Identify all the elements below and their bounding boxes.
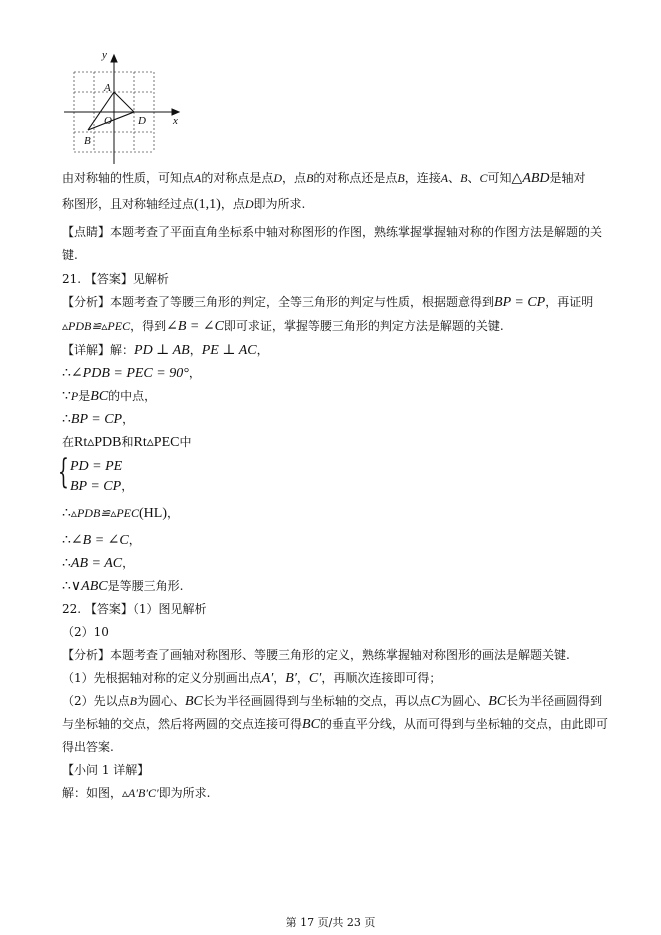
text-line-3: 【点睛】本题考查了平面直角坐标系中轴对称图形的作图，熟练掌握掌握轴对称的作图方法是解题的关: [62, 225, 603, 239]
text-segment: 、: [448, 171, 461, 185]
text-segment: 为圆心、: [440, 694, 489, 708]
math-rt-pdb: Rt▵PDB: [74, 435, 122, 450]
text-segment: ，: [121, 479, 134, 493]
text-segment: （2）先以点: [62, 694, 130, 708]
math-bp-cp: BP = CP: [70, 412, 123, 427]
math-triangle-prime: ▵A′B′C′: [122, 786, 159, 800]
sub-question-1-heading: 【小问 1 详解】: [62, 763, 150, 777]
text-segment: 的中点，: [108, 389, 157, 403]
point-b-label: B: [84, 135, 91, 147]
math-bc: BC: [185, 694, 203, 709]
text-segment: 和: [121, 435, 134, 449]
math-abc: ∨ABC: [70, 579, 108, 594]
text-line-24: [62, 716, 608, 733]
text-segment: 的垂直平分线，从而可得到与坐标轴的交点，由此即可: [319, 717, 608, 731]
text-segment: 即可求证，掌握等腰三角形的判定方法是解题的关键.: [223, 319, 504, 333]
therefore-symbol: ∴: [62, 412, 71, 427]
text-line-22: [62, 670, 441, 687]
math-pd-pe: PD = PE: [70, 459, 123, 474]
text-line-2: [62, 196, 305, 213]
point-d-label: D: [138, 115, 146, 127]
math-abd: ABD: [522, 171, 550, 186]
math-b: B: [306, 171, 314, 185]
math-d: D: [244, 197, 254, 211]
page-footer: 第 17 页/共 23 页: [285, 916, 376, 929]
because-symbol: ∵: [62, 389, 71, 404]
math-d: D: [273, 171, 283, 185]
math-b: B: [129, 694, 137, 708]
text-segment: 称图形，且对称轴经过点: [62, 197, 195, 211]
math-congruence: ▵PDB≌▵PEC: [62, 319, 131, 333]
text-segment: 由对称轴的性质，可知点: [62, 171, 195, 185]
text-line-18: [62, 578, 183, 595]
text-segment: ，: [167, 506, 180, 520]
text-segment: ，点: [220, 197, 245, 211]
text-segment: 在: [62, 435, 75, 449]
text-line-10: [62, 388, 156, 405]
text-segment: 、: [467, 171, 480, 185]
text-segment: ，: [122, 556, 135, 570]
text-line-7: [62, 318, 504, 335]
therefore-symbol: ∴: [62, 506, 71, 521]
text-segment: ，: [128, 533, 141, 547]
math-c-prime: C′: [308, 671, 322, 686]
math-p: P: [70, 389, 79, 403]
text-segment: 即为所求.: [253, 197, 306, 211]
math-right-angles: ∠PDB = PEC = 90°: [70, 366, 189, 381]
text-segment: ，: [188, 366, 201, 380]
text-segment: 的对称点还是点: [313, 171, 398, 185]
text-line-25: 得出答案.: [62, 740, 114, 754]
text-segment: 为圆心、: [136, 694, 185, 708]
text-segment: 【分析】本题考查了等腰三角形的判定，全等三角形的判定与性质，根据题意得到: [62, 295, 495, 309]
math-bp-cp: BP = CP: [70, 479, 122, 494]
text-line-1: [62, 170, 586, 187]
text-segment: 【详解】解：: [62, 343, 135, 357]
text-segment: ，: [296, 671, 309, 685]
point-o-label: O: [104, 115, 112, 127]
text-segment: ，连接: [404, 171, 441, 185]
math-bc: BC: [488, 694, 507, 709]
text-line-23: [62, 693, 602, 710]
axis-y-label: y: [102, 49, 107, 61]
math-c: C: [479, 171, 488, 185]
math-a: A: [194, 171, 202, 185]
math-ab-ac: AB = AC: [70, 556, 123, 571]
math-rt-pec: Rt▵PEC: [133, 435, 180, 450]
text-line-9: [62, 365, 201, 382]
therefore-symbol: ∴: [62, 533, 71, 548]
text-line-21: 【分析】本题考查了画轴对称图形、等腰三角形的定义，熟练掌握轴对称图形的画法是解题关键.: [62, 648, 570, 662]
text-line-6: [62, 294, 593, 311]
text-segment: ，: [256, 343, 269, 357]
system-brace: {: [58, 452, 69, 492]
text-segment: ，点: [282, 171, 307, 185]
text-segment: 是轴对: [549, 171, 586, 185]
text-line-8: [62, 342, 269, 359]
math-b: B: [397, 171, 405, 185]
math-bp-cp: BP = CP: [494, 295, 546, 310]
text-line-17: [62, 555, 134, 572]
text-line-15: [62, 505, 179, 522]
text-segment: 解：如图，: [62, 786, 123, 800]
math-b: B: [460, 171, 468, 185]
text-segment: 长为半径画圆得到与坐标轴的交点，再以点: [202, 694, 431, 708]
point-a-label: A: [104, 82, 111, 94]
math-hl: (HL): [139, 506, 168, 521]
system-eq-1: [70, 458, 122, 475]
answer-22-part-2: （2）10: [62, 625, 109, 639]
text-line-12: [62, 434, 191, 451]
text-segment: 长为半径画圆得到: [506, 694, 603, 708]
text-segment: ，: [189, 343, 202, 357]
answer-21-heading: 21. 【答案】见解析: [62, 272, 169, 286]
triangle-symbol: △: [511, 171, 523, 186]
text-segment: 可知: [487, 171, 512, 185]
math-pd-perp-ab: PD ⊥ AB: [134, 343, 190, 358]
therefore-symbol: ∴: [62, 556, 71, 571]
text-segment: 中: [179, 435, 192, 449]
math-c: C: [430, 694, 441, 709]
coordinate-figure: [58, 44, 188, 168]
math-a-prime: A′: [261, 671, 274, 686]
text-line-11: [62, 411, 134, 428]
therefore-symbol: ∴: [62, 366, 71, 381]
answer-22-heading: 22. 【答案】（1）图见解析: [62, 602, 207, 616]
text-segment: 的对称点是点: [201, 171, 274, 185]
therefore-symbol: ∴: [62, 579, 71, 594]
text-segment: （1）先根据轴对称的定义分别画出点: [62, 671, 262, 685]
text-line-16: [62, 532, 141, 549]
text-segment: ，得到: [130, 319, 167, 333]
math-bc: BC: [302, 717, 320, 732]
text-segment: 是等腰三角形.: [107, 579, 184, 593]
text-segment: ，: [122, 412, 135, 426]
text-segment: 与坐标轴的交点，然后将两圆的交点连接可得: [62, 717, 303, 731]
math-bc: BC: [90, 389, 109, 404]
math-b-prime: B′: [285, 671, 297, 686]
math-angle-b-c: ∠B = ∠C: [166, 319, 224, 334]
math-pe-perp-ac: PE ⊥ AC: [201, 343, 257, 358]
text-segment: ，再证明: [545, 295, 594, 309]
text-segment: ，: [273, 671, 286, 685]
text-line-4: 键.: [62, 248, 78, 262]
text-segment: ，再顺次连接即可得；: [321, 671, 442, 685]
y-axis-arrow: [111, 55, 117, 62]
system-eq-2: [70, 478, 133, 495]
axes: [64, 55, 179, 164]
text-segment: 即为所求.: [158, 786, 211, 800]
math-point-1-1: (1,1): [194, 197, 221, 212]
axis-x-label: x: [173, 115, 178, 127]
text-line-27: [62, 785, 210, 801]
math-congruence: ▵PDB≌▵PEC: [70, 506, 140, 520]
math-angle-b-c: ∠B = ∠C: [70, 533, 129, 548]
text-segment: 是: [78, 389, 91, 403]
math-a: A: [440, 171, 449, 185]
